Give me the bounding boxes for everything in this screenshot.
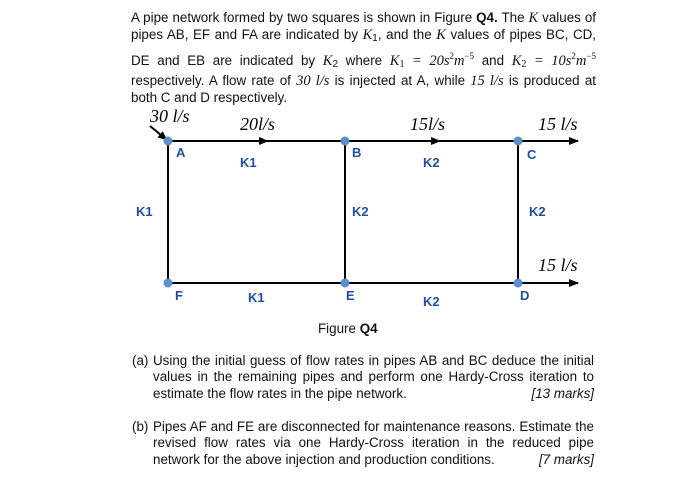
flow-label-outflow-C: 15 l/s: [538, 114, 578, 134]
question-a: [132, 353, 594, 402]
question-marks: [7 marks]: [538, 451, 594, 467]
pipe-label-AB: K1: [240, 155, 257, 170]
pipe-label-BC: K2: [423, 155, 440, 170]
equation-k2: $K_2 = 10s^2m^{-5}$: [511, 50, 596, 70]
pipe-label-FA: K1: [136, 204, 153, 219]
node-label-F: F: [175, 288, 183, 303]
node-D: [514, 279, 523, 288]
pipe-label-CD: K2: [529, 204, 546, 219]
question-label: (b): [132, 419, 149, 434]
node-label-D: D: [520, 288, 530, 303]
flow-label-outflow-D: 15 l/s: [538, 255, 578, 275]
flow-label-BC: 15l/s: [410, 114, 446, 134]
node-label-C: C: [527, 147, 537, 162]
node-label-B: B: [352, 145, 362, 160]
node-B: [341, 137, 350, 146]
flow-label-AB: 20l/s: [240, 114, 276, 134]
figure-caption: Figure Q4: [318, 321, 378, 336]
inflow-arrow-A: [150, 126, 167, 140]
node-E: [341, 279, 350, 288]
figure-reference: Q4.: [476, 10, 498, 25]
question-label: (a): [132, 353, 149, 368]
problem-statement: A pipe network formed by two squares is shown in Figure Q4. The K values of pipes AB, EF and FA are indicated by $K_1$, and the K values of pipes BC, CD, DE and EB are indicated by $K_2$ where $K_1 = 20s^2m^{-5}$ and $K_2 = 10s^2m^{-5}$ respectively. A flow rate of 30 l/s is injected at A, while 15 l/s is produced at both C and D respectively.: [131, 10, 597, 106]
node-A: [164, 137, 173, 146]
node-C: [514, 137, 523, 146]
node-label-E: E: [346, 288, 355, 303]
pipe-label-FE: K1: [248, 290, 265, 305]
equation-k1: $K_1 = 20s^2m^{-5}$: [389, 50, 475, 70]
question-text: Pipes AF and FE are disconnected for maintenance reasons. Estimate the revised flow rates via one Hardy-Cross iteration in the reduced pipe network for the above injection and production conditions.: [153, 419, 594, 467]
question-text: Using the initial guess of flow rates in pipes AB and BC deduce the initial values in the remaining pipes and perform one Hardy-Cross iteration to estimate the flow rates in the pipe network.: [153, 353, 594, 401]
node-label-A: A: [176, 145, 186, 160]
flow-label-inflow-A: 30 l/s: [150, 106, 190, 126]
pipe-label-EB: K2: [352, 204, 369, 219]
node-F: [164, 279, 173, 288]
pipe-label-ED: K2: [423, 294, 440, 309]
question-b: [132, 419, 594, 468]
question-marks: [13 marks]: [531, 385, 594, 401]
